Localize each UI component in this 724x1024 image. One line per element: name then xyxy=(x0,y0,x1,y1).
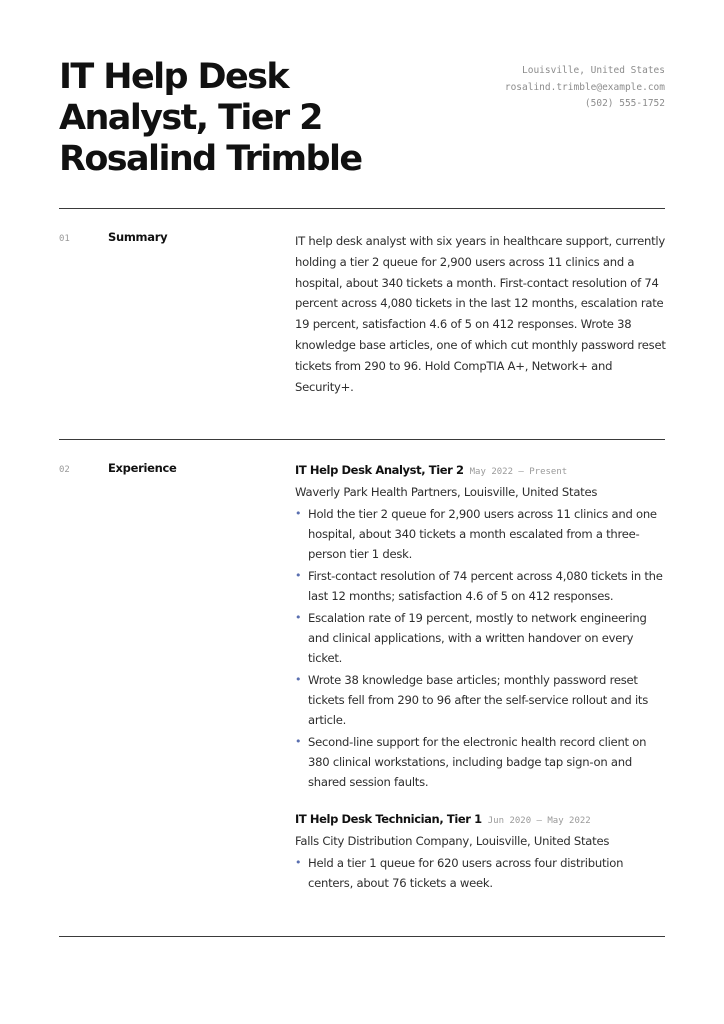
list-item xyxy=(295,608,667,668)
section-title: Summary xyxy=(108,230,168,244)
job-title-line-2: Analyst, Tier 2 xyxy=(59,98,322,138)
bullet-text: Wrote 38 knowledge base articles; monthly password reset tickets fell from 290 to 96 after the self-service rollout and its article. xyxy=(308,673,649,727)
job-title: IT Help Desk Technician, Tier 1 xyxy=(295,812,482,826)
job-heading xyxy=(295,809,667,831)
bullet-text: First-contact resolution of 74 percent across 4,080 tickets in the last 12 months; satisfaction 4.6 of 5 on 412 responses. xyxy=(308,569,663,603)
bullet-icon: • xyxy=(295,569,302,582)
contact-email[interactable]: rosalind.trimble@example.com xyxy=(504,81,665,93)
candidate-name: Rosalind Trimble xyxy=(59,139,362,179)
job-entry xyxy=(295,460,667,792)
divider xyxy=(59,936,665,937)
experience-section xyxy=(59,440,665,936)
bullet-text: Held a tier 1 queue for 620 users across four distribution centers, about 76 tickets a week. xyxy=(308,856,624,890)
experience-list xyxy=(295,460,667,894)
headline xyxy=(59,57,362,180)
bullet-icon: • xyxy=(295,507,302,520)
summary-text: IT help desk analyst with six years in healthcare support, currently holding a tier 2 queue for 2,900 users across 11 clinics and a hospital, about 340 tickets a month. First-contact resolution of 74 percent across 4,080 tickets in the last 12 months, escalation rate 19 percent, satisfaction 4.6 of 5 on 412 responses. Wrote 38 knowledge base articles, one of which cut monthly password reset tickets from 290 to 96. Hold CompTIA A+, Network+ and Security+. xyxy=(295,234,666,394)
bullet-icon: • xyxy=(295,673,302,686)
section-number: 02 xyxy=(59,465,70,475)
job-company: Falls City Distribution Company, Louisville, United States xyxy=(295,834,610,848)
bullet-icon: • xyxy=(295,856,302,869)
bullet-text: Hold the tier 2 queue for 2,900 users across 11 clinics and one hospital, about 340 tickets a month escalated from a three-person tier 1 desk. xyxy=(308,507,657,561)
job-entry xyxy=(295,809,667,893)
job-title-line-1: IT Help Desk xyxy=(59,57,289,97)
list-item xyxy=(295,670,667,730)
bullet-icon: • xyxy=(295,735,302,748)
bullet-text: Escalation rate of 19 percent, mostly to network engineering and clinical applications, with a written handover on every ticket. xyxy=(308,611,647,665)
job-dates: May 2022 — Present xyxy=(469,467,568,477)
list-item xyxy=(295,853,667,893)
job-company: Waverly Park Health Partners, Louisville, United States xyxy=(295,485,598,499)
bullet-icon: • xyxy=(295,611,302,624)
contact-location: Louisville, United States xyxy=(522,65,665,76)
bullet-text: Second-line support for the electronic health record client on 380 clinical workstations, including badge tap sign-on and shared session faults. xyxy=(308,735,647,789)
list-item xyxy=(295,504,667,564)
contact-block xyxy=(505,63,665,113)
contact-phone[interactable]: (502) 555-1752 xyxy=(584,98,665,109)
resume-header xyxy=(59,0,665,208)
list-item xyxy=(295,566,667,606)
section-number: 01 xyxy=(59,234,70,244)
job-bullets xyxy=(295,853,667,893)
summary-section xyxy=(59,209,665,439)
job-bullets xyxy=(295,504,667,792)
job-heading xyxy=(295,460,667,482)
section-title: Experience xyxy=(108,461,177,475)
job-dates: Jun 2020 — May 2022 xyxy=(487,816,591,826)
list-item xyxy=(295,732,667,792)
resume-page xyxy=(59,0,665,937)
job-title: IT Help Desk Analyst, Tier 2 xyxy=(295,463,464,477)
